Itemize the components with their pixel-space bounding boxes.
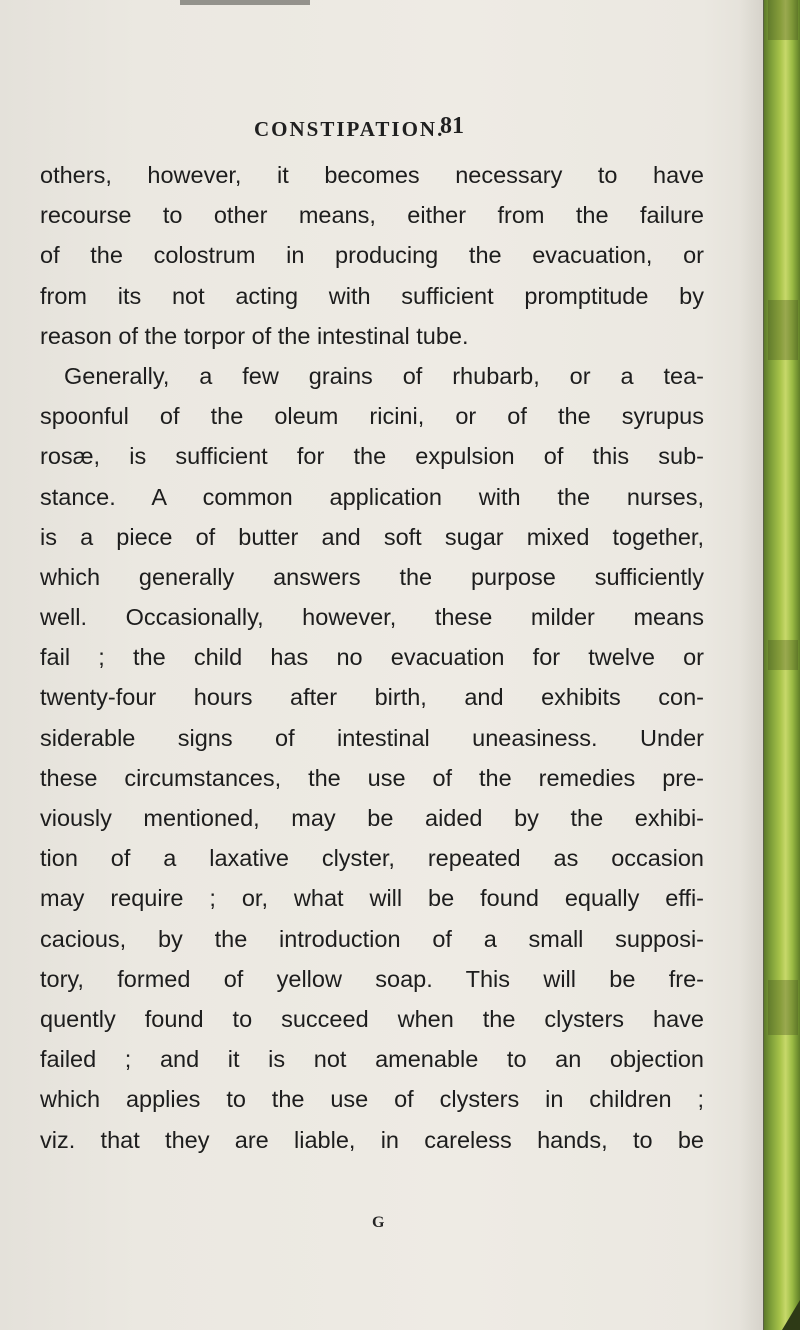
text-line: quently found to succeed when the clysters have [40,1005,704,1032]
page-gutter-shading [740,0,764,1330]
text-line: fail ; the child has no evacuation for twelve or [40,644,704,671]
text-line: tory, formed of yellow soap. This will be fre- [40,965,704,992]
text-line: may require ; or, what will be found equally effi- [40,885,704,912]
text-line: from its not acting with sufficient promptitude by [40,282,704,309]
text-line: which generally answers the purpose sufficiently [40,563,704,590]
spine-stain [768,0,798,40]
spine-stain [768,300,798,360]
running-head-title: CONSTIPATION. [254,117,445,141]
running-head [0,113,740,153]
text-line: viously mentioned, may be aided by the exhibi- [40,805,704,831]
text-line: others, however, it becomes necessary to have [40,162,704,188]
text-line: siderable signs of intestinal uneasiness. Under [40,724,704,751]
text-line: stance. A common application with the nurses, [40,483,704,510]
body-text [40,155,704,1160]
text-line: failed ; and it is not amenable to an objection [40,1046,704,1073]
spine-corner [782,1300,800,1330]
text-line: recourse to other means, either from the failure [40,202,704,229]
paragraph-start-line: Generally, a few grains of rhubarb, or a tea- [64,362,704,389]
book-spine-cover [764,0,800,1330]
page-top-shadow [180,0,310,5]
text-line: these circumstances, the use of the remedies pre- [40,764,704,791]
text-line: of the colostrum in producing the evacuation, or [40,242,704,269]
text-line: viz. that they are liable, in careless hands, to be [40,1126,704,1153]
text-line: cacious, by the introduction of a small supposi- [40,925,704,952]
page-number: 81 [440,113,464,139]
spine-stain [768,980,798,1035]
text-line: reason of the torpor of the intestinal tube. [40,322,469,349]
text-line: spoonful of the oleum ricini, or of the syrupus [40,403,704,430]
text-line: twenty-four hours after birth, and exhibits con- [40,684,704,711]
text-line: well. Occasionally, however, these milder means [40,604,704,631]
spine-stain [768,640,798,670]
signature-mark: G [372,1214,386,1231]
text-line: is a piece of butter and soft sugar mixed together, [40,523,704,550]
text-line: rosæ, is sufficient for the expulsion of this sub- [40,443,704,470]
text-line: tion of a laxative clyster, repeated as occasion [40,845,704,872]
text-line: which applies to the use of clysters in children ; [40,1086,704,1113]
